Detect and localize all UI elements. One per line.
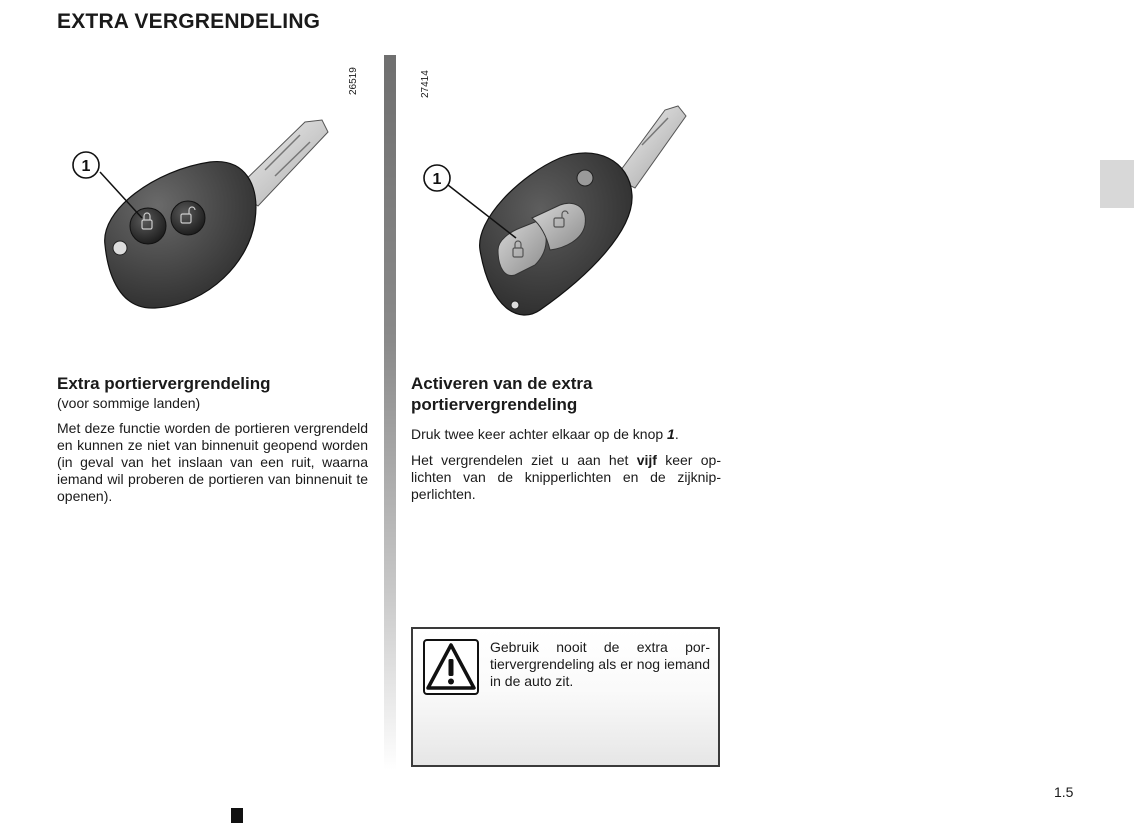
key-fob-round-image (60, 110, 340, 320)
section-subheading: (voor sommige landen) (57, 395, 201, 411)
print-mark (231, 808, 243, 823)
warning-text: Gebruik nooit de extra portiervergrendeling als er nog iemand in de auto zit. (490, 639, 710, 689)
warning-triangle-icon (423, 639, 479, 695)
keyring-hole (113, 241, 127, 255)
figure-code-right: 27414 (420, 70, 431, 98)
chapter-tab (1100, 160, 1134, 208)
column-divider (384, 55, 396, 770)
section-heading-right: Activeren van de extra portiervergrendeling (411, 374, 593, 414)
flip-release-button (577, 170, 593, 186)
unlock-button (171, 201, 205, 235)
warning-box (411, 627, 720, 767)
figure-code-left: 26519 (348, 67, 359, 95)
led-indicator (511, 301, 519, 309)
callout-label: 1 (432, 171, 442, 188)
instruction-paragraph: Druk twee keer achter elkaar op de knop 1. (411, 426, 679, 442)
key-fob-flip-image (420, 100, 690, 325)
section-heading-left: Extra portiervergrendeling (57, 374, 271, 393)
page-number: 1.5 (1054, 784, 1074, 800)
result-paragraph: Het vergrendelen ziet u aan het vijf keer oplichten van de knipperlichten en de zijknipperlichten. (411, 452, 721, 502)
fob-body (105, 162, 256, 308)
section-paragraph-left: Met deze functie worden de portieren vergrendeld en kunnen ze niet van binnenuit geopend worden (in geval van het inslaan van een ruit, waarna iemand wil proberen de portieren van binnenuit te openen). (57, 420, 368, 504)
callout-label: 1 (81, 158, 91, 175)
page-title: EXTRA VERGRENDELING (57, 10, 321, 33)
